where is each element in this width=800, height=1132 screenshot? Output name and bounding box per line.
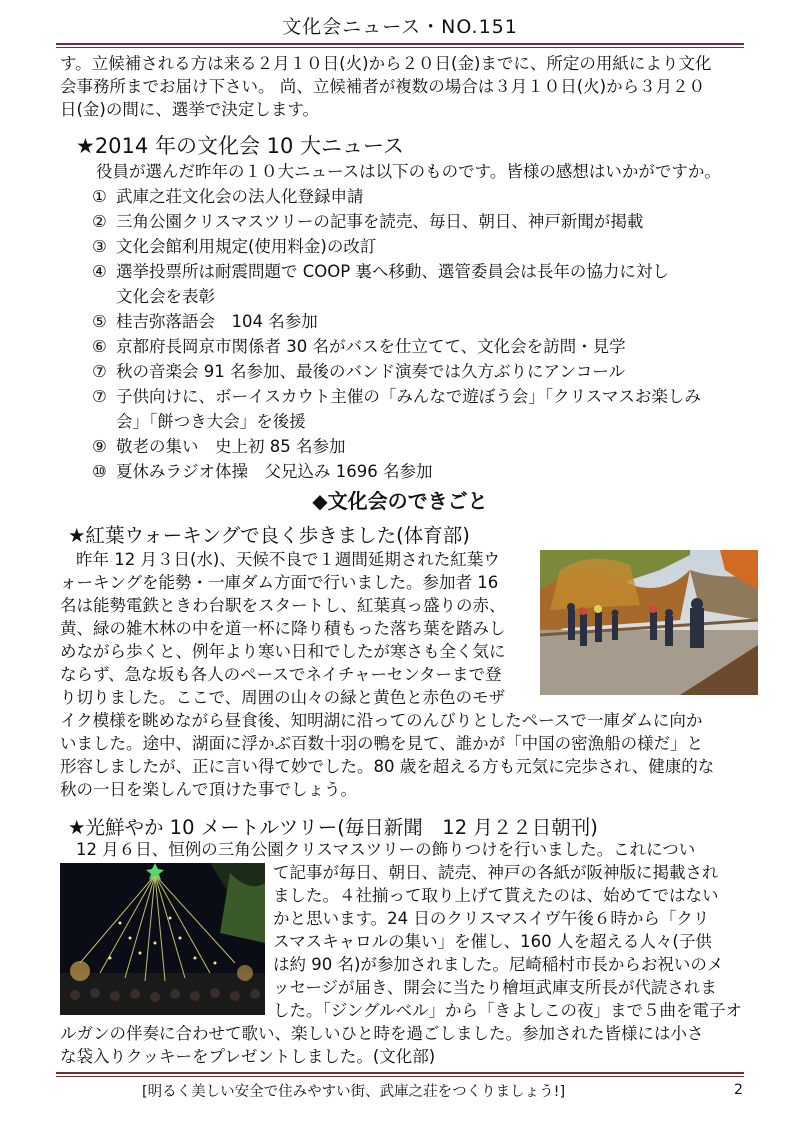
article-line: 秋の一日を楽しんで頂けた事でしょう。 bbox=[60, 780, 357, 799]
article-line: り切りました。ここで、周囲の山々の緑と黄色と赤色のモザ bbox=[60, 688, 506, 707]
intro-line: 日(金)の間に、選挙で決定します。 bbox=[60, 100, 320, 119]
article-line: ならず、急な坂も各人のペースでネイチャーセンターまで登 bbox=[60, 665, 502, 684]
news10-lead: 役員が選んだ昨年の１０大ニュースは以下のものです。皆様の感想はいかがですか。 bbox=[96, 162, 721, 181]
footer-slogan: [明るく美しい安全で住みやすい街、武庫之荘をつくりましょう!] bbox=[142, 1084, 566, 1100]
list-item: ① 武庫之荘文化会の法人化登録申請 bbox=[92, 187, 364, 206]
autumn-walking-photo bbox=[540, 550, 758, 695]
list-item: ⑨ 敬老の集い 史上初 85 名参加 bbox=[92, 437, 346, 456]
article-line: ォーキングを能勢・一庫ダム方面で行いました。参加者 16 bbox=[60, 573, 499, 592]
page-number: 2 bbox=[734, 1082, 743, 1098]
article-line: した。「ジングルベル」から「きよしこの夜」まで５曲を電子オ bbox=[273, 1001, 743, 1020]
article-line: な袋入りクッキーをプレゼントしました。(文化部) bbox=[60, 1047, 436, 1066]
article1-body-bottom bbox=[60, 709, 760, 801]
header-rule bbox=[56, 43, 744, 48]
autumn-walking-image bbox=[540, 550, 758, 695]
article2-body-bottom bbox=[60, 1022, 760, 1068]
article-line: ました。４社揃って取り上げて貰えたのは、始めてではない bbox=[273, 886, 719, 905]
list-item: ④ 選挙投票所は耐震問題で COOP 裏へ移動、選管委員会は長年の協力に対し bbox=[92, 262, 669, 281]
newsletter-title: 文化会ニュース・NO.151 bbox=[282, 16, 518, 38]
christmas-tree-image bbox=[60, 863, 265, 1015]
christmas-tree-photo bbox=[60, 863, 265, 1015]
list-item: ⑩ 夏休みラジオ体操 父兄込み 1696 名参加 bbox=[92, 462, 433, 481]
article-line: いました。途中、湖面に浮かぶ百数十羽の鴨を見て、誰かが「中国の密漁船の様だ」と bbox=[60, 734, 704, 753]
article-line: ッセージが届き、開会に当たり檜垣武庫支所長が代読されま bbox=[273, 978, 717, 997]
article-line: ルガンの伴奏に合わせて歌い、楽しいひと時を過ごしました。参加された皆様には小さ bbox=[60, 1024, 704, 1043]
list-item: ⑥ 京都府長岡京市関係者 30 名がバスを仕立てて、文化会を訪問・見学 bbox=[92, 337, 626, 356]
list-item: ⑦ 子供向けに、ボーイスカウト主催の「みんなで遊ぼう会」「クリスマスお楽しみ bbox=[92, 387, 701, 406]
article2-title: ★光鮮やか 10 メートルツリー(毎日新聞 12 月２２日朝刊) bbox=[68, 816, 598, 839]
events-heading: ◆文化会のできごと bbox=[312, 489, 488, 513]
article1-body-top bbox=[60, 548, 535, 709]
footer-rule bbox=[56, 1072, 744, 1077]
intro-line: す。立候補される方は来る２月１０日(火)から２０日(金)までに、所定の用紙により文化 bbox=[60, 54, 712, 73]
article-line: 昨年 12 月３日(水)、天候不良で１週間延期された紅葉ウ bbox=[76, 550, 500, 569]
article-line: スマスキャロルの集い」を催し、160 人を超える人々(子供 bbox=[273, 932, 712, 951]
article-line: 形容しましたが、正に言い得て妙でした。80 歳を超える方も元気に完歩され、健康的な bbox=[60, 757, 715, 776]
article2-body-right bbox=[273, 861, 763, 1022]
list-item: ③ 文化会館利用規定(使用料金)の改訂 bbox=[92, 237, 377, 256]
article-line: は約 90 名)が参加されました。尼崎稲村市長からお祝いのメ bbox=[273, 955, 724, 974]
list-item: ⑤ 桂吉弥落語会 104 名参加 bbox=[92, 312, 318, 331]
intro-paragraph bbox=[60, 52, 750, 121]
list-item-continuation: 文化会を表彰 bbox=[116, 287, 215, 306]
list-item: ⑦ 秋の音楽会 91 名参加、最後のバンド演奏では久方ぶりにアンコール bbox=[92, 362, 625, 381]
list-item-continuation: 会」「餅つき大会」を後援 bbox=[116, 412, 306, 431]
intro-line: 会事務所までお届け下さい。 尚、立候補者が複数の場合は３月１０日(火)から３月２０ bbox=[60, 77, 706, 96]
article-line: イク模様を眺めながら昼食後、知明湖に沿ってのんびりとしたペースで一庫ダムに向か bbox=[60, 711, 703, 730]
article1-title: ★紅葉ウォーキングで良く歩きました(体育部) bbox=[68, 524, 470, 547]
article-line: 黄、緑の雑木林の中を道一杯に降り積もった落ち葉を踏みし bbox=[60, 619, 506, 638]
article-line: 名は能勢電鉄ときわ台駅をスタートし、紅葉真っ盛りの赤、 bbox=[60, 596, 506, 615]
list-item: ② 三角公園クリスマスツリーの記事を読売、毎日、朝日、神戸新聞が掲載 bbox=[92, 212, 644, 231]
article-line: かと思います。24 日のクリスマスイヴ午後６時から「クリ bbox=[273, 909, 710, 928]
news10-list bbox=[92, 184, 762, 484]
article2-first-line: 12 月６日、恒例の三角公園クリスマスツリーの飾りつけを行いました。これについ bbox=[76, 840, 696, 859]
article-line: めながら歩くと、例年より寒い日和でしたが寒さも全く気に bbox=[60, 642, 506, 661]
article-line: て記事が毎日、朝日、読売、神戸の各紙が阪神版に掲載され bbox=[273, 863, 719, 882]
news10-heading: ★2014 年の文化会 10 大ニュース bbox=[76, 134, 404, 158]
